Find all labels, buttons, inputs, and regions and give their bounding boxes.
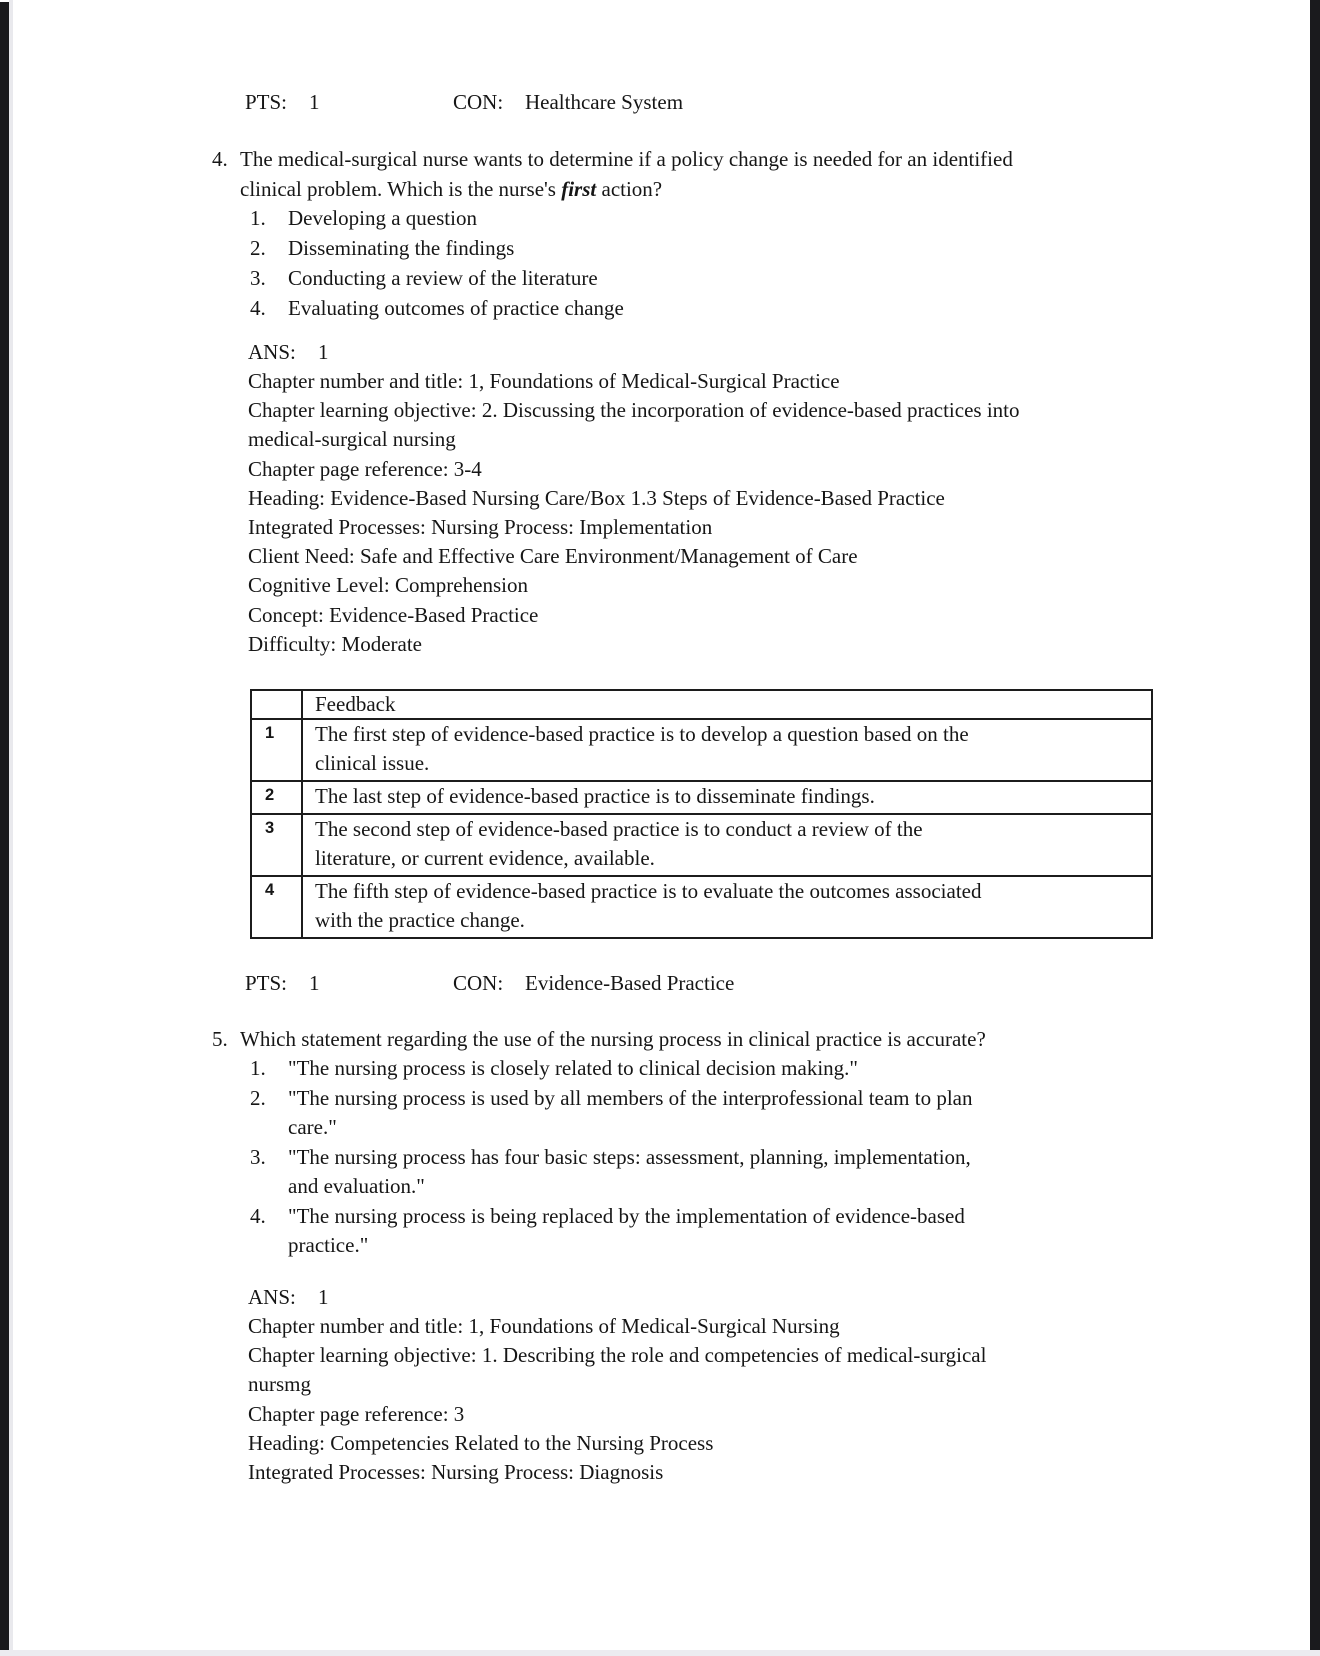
answer-line	[0, 338, 1320, 367]
con-value: Healthcare System	[525, 90, 684, 114]
option-number: 3.	[250, 266, 266, 290]
q4-option-2	[0, 234, 1320, 263]
pts-label: PTS:	[245, 971, 288, 995]
option-text: Evaluating outcomes of practice change	[288, 296, 624, 320]
feedback-header-cell: Feedback	[302, 690, 1152, 719]
rationale-text: Chapter learning objective: 2. Discussing the incorporation of evidence-based practices into	[248, 398, 1020, 422]
rationale-line	[0, 542, 1320, 571]
option-number: 2.	[250, 1086, 266, 1110]
option-text: "The nursing process is used by all members of the interprofessional team to plan	[288, 1086, 973, 1110]
option-number: 4.	[250, 296, 266, 320]
option-text: "The nursing process is closely related to clinical decision making."	[288, 1056, 858, 1080]
feedback-table	[250, 689, 1153, 939]
q5-option-4	[0, 1202, 1320, 1231]
rationale-text: Chapter page reference: 3-4	[248, 457, 482, 481]
question-text-line: Which statement regarding the use of the nursing process in clinical practice is accurate?	[240, 1027, 986, 1051]
question-number: 5.	[212, 1027, 228, 1051]
feedback-text-line: The second step of evidence-based practice is to conduct a review of the	[315, 817, 923, 841]
feedback-text-cell	[302, 719, 1152, 781]
question-number: 4.	[212, 147, 228, 171]
question-4-line-2	[0, 175, 1320, 204]
pts-value: 1	[309, 971, 320, 995]
row-number-cell: 3	[251, 814, 302, 876]
q4-option-1	[0, 204, 1320, 233]
question-text-segment: action?	[596, 177, 663, 201]
answer-line	[0, 1283, 1320, 1312]
feedback-table-row	[251, 719, 1152, 781]
con-label: CON:	[453, 971, 504, 995]
option-number: 3.	[250, 1145, 266, 1169]
answer-value: 1	[318, 340, 329, 364]
emphasized-word: first	[561, 177, 597, 201]
rationale-text: Integrated Processes: Nursing Process: Diagnosis	[248, 1460, 664, 1484]
rationale-text: Integrated Processes: Nursing Process: Implementation	[248, 515, 713, 539]
option-text: practice."	[288, 1233, 369, 1257]
row-number-cell: 4	[251, 876, 302, 938]
feedback-text-cell	[302, 781, 1152, 814]
option-text: Conducting a review of the literature	[288, 266, 598, 290]
pts-label: PTS:	[245, 90, 288, 114]
rationale-text: Heading: Evidence-Based Nursing Care/Box 1.3 Steps of Evidence-Based Practice	[248, 486, 945, 510]
rationale-text: Chapter number and title: 1, Foundations of Medical-Surgical Nursing	[248, 1314, 840, 1338]
answer-label: ANS:	[248, 340, 296, 364]
rationale-line	[0, 1341, 1320, 1370]
rationale-line	[0, 484, 1320, 513]
rationale-text: Client Need: Safe and Effective Care Environment/Management of Care	[248, 544, 858, 568]
rationale-text: Heading: Competencies Related to the Nursing Process	[248, 1431, 714, 1455]
rationale-text: Chapter number and title: 1, Foundations of Medical-Surgical Practice	[248, 369, 840, 393]
rationale-line	[0, 1458, 1320, 1487]
option-text: Developing a question	[288, 206, 477, 230]
bottom-edge-strip	[0, 1650, 1320, 1656]
feedback-table-header-row	[251, 690, 1152, 719]
rationale-text: Chapter learning objective: 1. Describing the role and competencies of medical-surgical	[248, 1343, 987, 1367]
q5-option-2-continued	[0, 1113, 1320, 1142]
feedback-text-line: The first step of evidence-based practice is to develop a question based on the	[315, 722, 969, 746]
option-number: 1.	[250, 1056, 266, 1080]
pts-line	[0, 88, 1320, 117]
feedback-text-line: The last step of evidence-based practice is to disseminate findings.	[315, 784, 875, 808]
q5-option-4-continued	[0, 1231, 1320, 1260]
rationale-text: Difficulty: Moderate	[248, 632, 422, 656]
rationale-line	[0, 455, 1320, 484]
feedback-table-row	[251, 814, 1152, 876]
feedback-table-row	[251, 781, 1152, 814]
answer-label: ANS:	[248, 1285, 296, 1309]
question-text-line	[240, 175, 662, 204]
rationale-line	[0, 630, 1320, 659]
question-text-segment: clinical problem. Which is the nurse's	[240, 177, 562, 201]
question-4-line-1	[0, 145, 1320, 174]
pts-value: 1	[309, 90, 320, 114]
rationale-text: Cognitive Level: Comprehension	[248, 573, 528, 597]
q5-option-3	[0, 1143, 1320, 1172]
rationale-line	[0, 1429, 1320, 1458]
option-number: 2.	[250, 236, 266, 260]
feedback-text-cell	[302, 814, 1152, 876]
question-text-line: The medical-surgical nurse wants to determine if a policy change is needed for an identified	[240, 147, 1013, 171]
answer-value: 1	[318, 1285, 329, 1309]
row-number-cell: 1	[251, 719, 302, 781]
feedback-table-row	[251, 876, 1152, 938]
feedback-text-cell	[302, 876, 1152, 938]
feedback-text-line: clinical issue.	[315, 751, 430, 775]
rationale-line	[0, 1312, 1320, 1341]
feedback-header-number-cell	[251, 690, 302, 719]
option-text: Disseminating the findings	[288, 236, 515, 260]
option-number: 4.	[250, 1204, 266, 1228]
rationale-line	[0, 571, 1320, 600]
row-number-cell: 2	[251, 781, 302, 814]
con-value: Evidence-Based Practice	[525, 971, 735, 995]
option-text: and evaluation."	[288, 1174, 425, 1198]
option-text: care."	[288, 1115, 337, 1139]
rationale-text: Concept: Evidence-Based Practice	[248, 603, 539, 627]
rationale-line	[0, 1400, 1320, 1429]
rationale-text: nursmg	[248, 1372, 311, 1396]
rationale-line	[0, 513, 1320, 542]
option-number: 1.	[250, 206, 266, 230]
q5-option-3-continued	[0, 1172, 1320, 1201]
option-text: "The nursing process has four basic steps: assessment, planning, implementation,	[288, 1145, 971, 1169]
question-5-line-1	[0, 1025, 1320, 1054]
rationale-text: medical-surgical nursing	[248, 427, 456, 451]
con-label: CON:	[453, 90, 504, 114]
rationale-text: Chapter page reference: 3	[248, 1402, 465, 1426]
feedback-text-line: The fifth step of evidence-based practice is to evaluate the outcomes associated	[315, 879, 982, 903]
option-text: "The nursing process is being replaced by the implementation of evidence-based	[288, 1204, 965, 1228]
rationale-line	[0, 601, 1320, 630]
q4-option-3	[0, 264, 1320, 293]
pts-line	[0, 969, 1320, 998]
q5-option-1	[0, 1054, 1320, 1083]
q4-option-4	[0, 294, 1320, 323]
rationale-line	[0, 425, 1320, 454]
feedback-text-line: literature, or current evidence, available.	[315, 846, 655, 870]
rationale-line	[0, 367, 1320, 396]
feedback-text-line: with the practice change.	[315, 908, 525, 932]
rationale-line	[0, 396, 1320, 425]
q5-option-2	[0, 1084, 1320, 1113]
rationale-line	[0, 1370, 1320, 1399]
